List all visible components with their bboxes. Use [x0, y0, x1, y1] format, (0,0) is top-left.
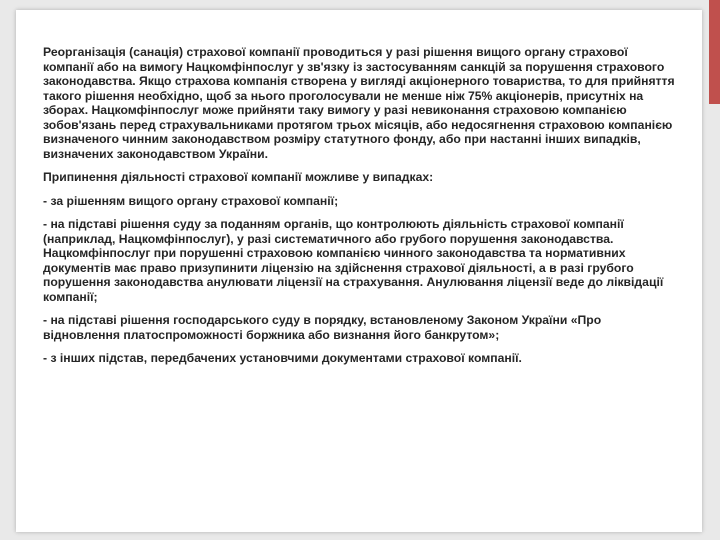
accent-bar — [709, 0, 720, 104]
slide-content — [43, 45, 679, 375]
paragraph-termination-intro: Припинення діяльності страхової компанії можливе у випадках: — [43, 170, 434, 184]
list-item-commercial-court-decision: - на підставі рішення господарського суду в порядку, встановленому Законом України «Про відновлення платоспроможності боржника або визнання його банкрутом»; — [43, 313, 602, 342]
list-item-other-grounds: - з інших підстав, передбачених установчими документами страхової компанії. — [43, 351, 522, 365]
list-item-highest-body-decision: - за рішенням вищого органу страхової компанії; — [43, 193, 339, 208]
list-item-court-decision: - на підставі рішення суду за поданням органів, що контролюють діяльність страхової компанії (наприклад, Нацкомфінпослуг), у разі систематичного або грубого порушення законодавства. Нацкомфінпослуг при порушенні страховою компанією чинного законодавства та нормативних документів має право призупинити ліцензію на здійснення страхової діяльності, а в разі грубого порушення законодавства анулювати ліцензії на страхування. Анулювання ліцензії веде до ліквідації компанії; — [43, 217, 664, 304]
paragraph-reorganization: Реорганізація (санація) страхової компанії проводиться у разі рішення вищого органу страхової компанії або на вимогу Нацкомфінпослуг у зв'язку із застосуванням санкцій за порушення страхового законодавства. Якщо страхова компанія створена у вигляді акціонерного товариства, то для прийняття такого рішення необхідно, щоб за нього проголосували не менше ніж 75% акціонерів, присутніх на зборах. Нацкомфінпослуг може прийняти таку вимогу у разі невиконання страховою компанією зобов'язань перед страхувальниками протягом трьох місяців, або недосягнення страховою компанією визначеного чинним законодавством розміру статутного фонду, або при настанні інших випадків, визначених законодавством України. — [43, 45, 675, 161]
